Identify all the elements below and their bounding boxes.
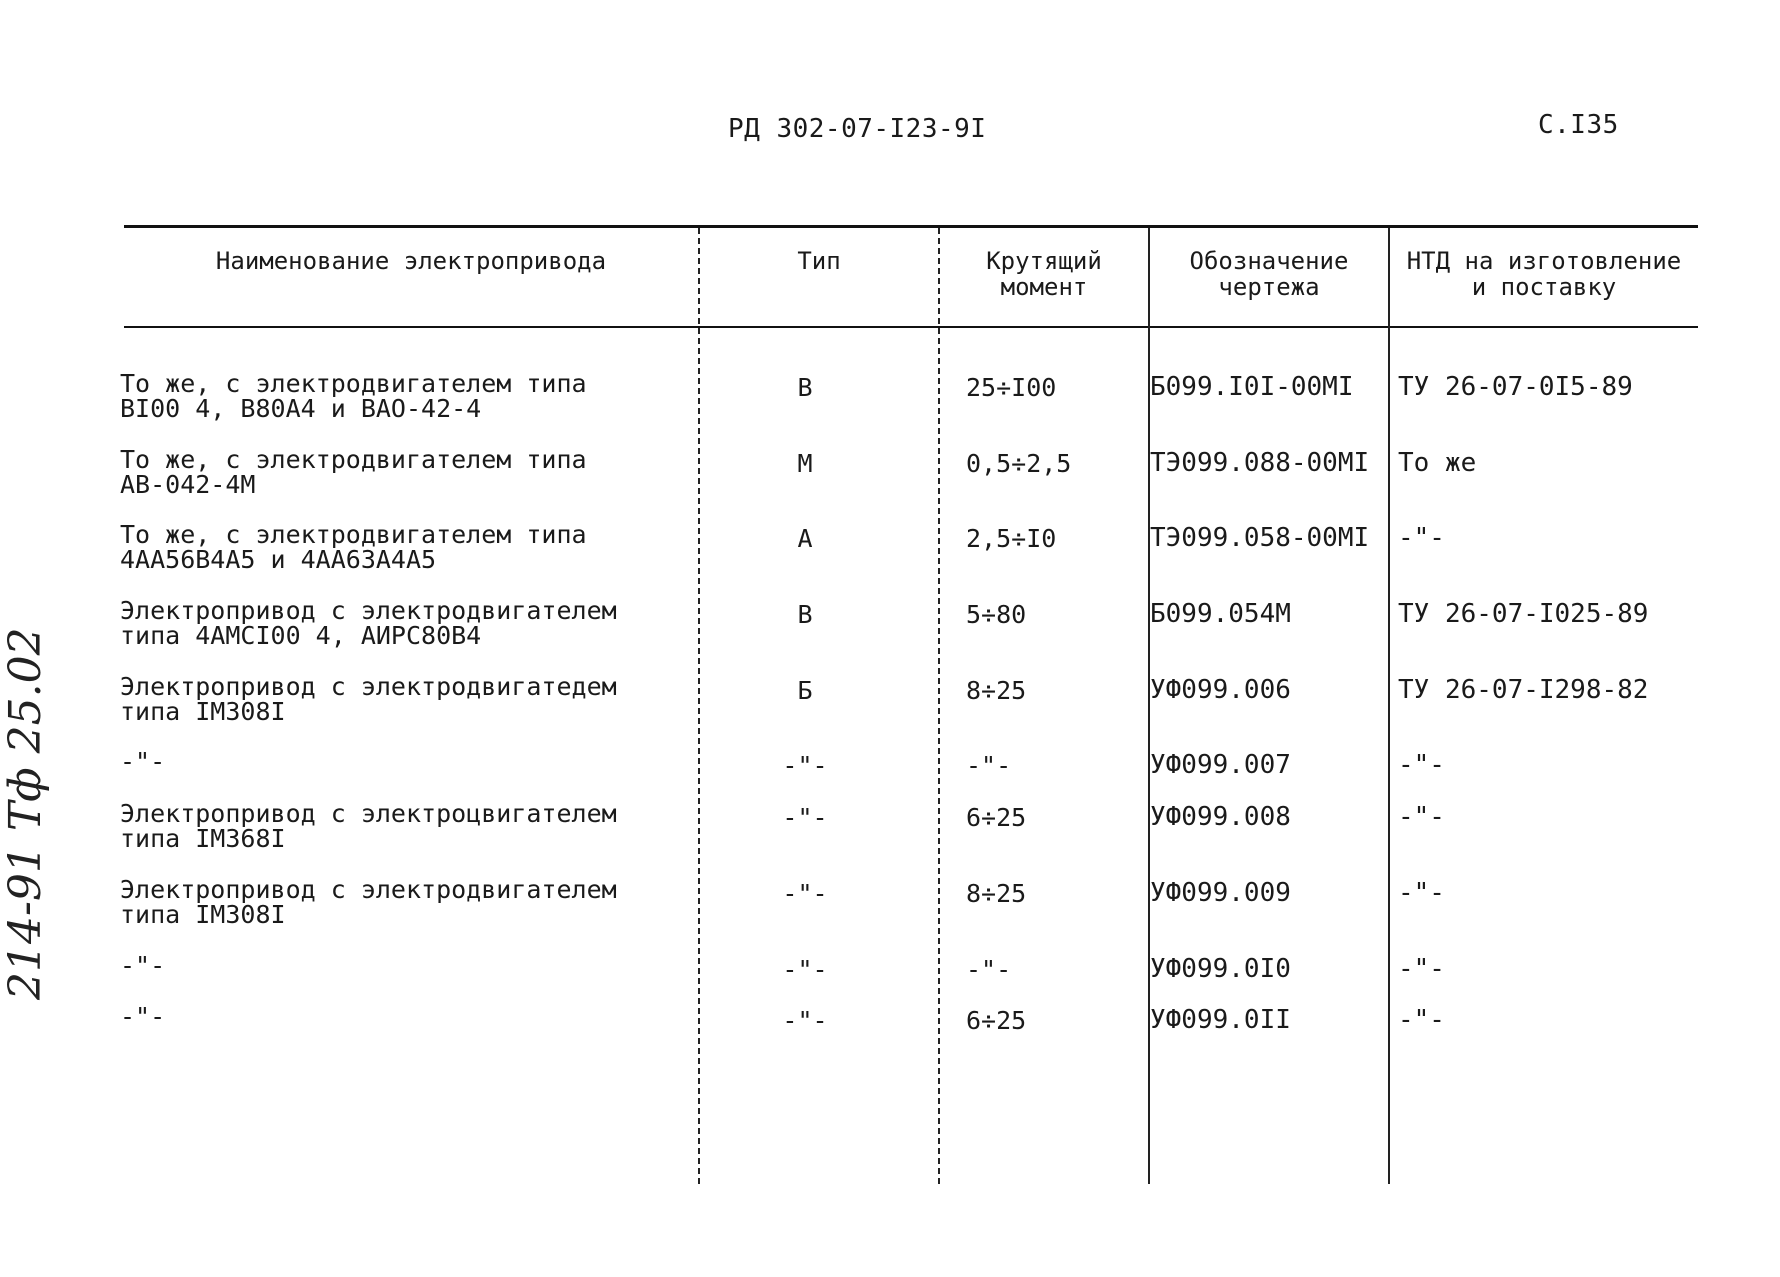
column-header-torque: Крутящий момент	[986, 247, 1102, 301]
column-divider	[938, 228, 940, 1184]
row-name: Электропривод с электродвигателем типа IМ308I	[120, 875, 617, 929]
row-name: -"-	[120, 747, 166, 776]
row-torque: 6÷25	[966, 803, 1027, 832]
row-type: -"-	[782, 803, 828, 832]
column-header-name: Наименование электропривода	[215, 247, 607, 275]
row-type: Б	[797, 676, 813, 705]
row-torque: 8÷25	[966, 879, 1027, 908]
row-name: Электропривод с электродвигателем типа 4АМСI00 4, АИРС80В4	[120, 596, 617, 650]
column-header-drawing: Обозначение чертежа	[1189, 247, 1349, 301]
row-torque: 0,5÷2,5	[966, 449, 1072, 478]
row-name: То же, с электродвигателем типа 4АА56В4А5 и 4АА63А4А5	[120, 520, 587, 574]
handwritten-margin-note: 214-91 Тф 25.02	[0, 627, 51, 1000]
row-drawing: УФ099.0I0	[1150, 954, 1291, 984]
row-name: То же, с электродвигателем типа АВ-042-4М	[120, 445, 587, 499]
row-torque: 2,5÷I0	[966, 524, 1057, 553]
row-ntd: ТУ 26-07-I298-82	[1398, 675, 1649, 705]
table-header-rule	[124, 326, 1698, 328]
page-number: С.I35	[1538, 110, 1619, 140]
row-drawing: УФ099.009	[1150, 878, 1291, 908]
table-top-rule	[124, 225, 1698, 228]
row-torque: 6÷25	[966, 1006, 1027, 1035]
row-type: -"-	[782, 1006, 828, 1035]
row-drawing: УФ099.007	[1150, 750, 1291, 780]
row-drawing: УФ099.008	[1150, 802, 1291, 832]
row-torque: -"-	[966, 751, 1012, 780]
row-name: -"-	[120, 951, 166, 980]
row-ntd: -"-	[1398, 1005, 1445, 1035]
document-code: РД 302-07-I23-9I	[728, 114, 987, 144]
row-ntd: -"-	[1398, 523, 1445, 553]
row-type: В	[797, 373, 813, 402]
row-ntd: -"-	[1398, 750, 1445, 780]
row-drawing: УФ099.006	[1150, 675, 1291, 705]
row-name: Электропривод с электроцвигателем типа IМ368I	[120, 799, 617, 853]
row-ntd: То же	[1398, 448, 1477, 478]
row-type: М	[797, 449, 813, 478]
column-header-ntd: НТД на изготовление и поставку	[1406, 247, 1682, 301]
row-drawing: УФ099.0II	[1150, 1005, 1291, 1035]
row-name: Электропривод с электродвигатедем типа IМ308I	[120, 672, 617, 726]
row-drawing: Б099.054М	[1150, 599, 1291, 629]
column-divider	[698, 228, 700, 1184]
row-torque: -"-	[966, 955, 1012, 984]
row-ntd: -"-	[1398, 878, 1445, 908]
row-drawing: ТЭ099.088-00МI	[1150, 448, 1370, 478]
column-header-type: Тип	[797, 247, 841, 275]
column-divider	[1388, 228, 1390, 1184]
row-name: -"-	[120, 1002, 166, 1031]
row-type: -"-	[782, 751, 828, 780]
row-ntd: -"-	[1398, 954, 1445, 984]
row-torque: 5÷80	[966, 600, 1027, 629]
row-name: То же, с электродвигателем типа ВI00 4, В80А4 и ВАО-42-4	[120, 369, 587, 423]
row-torque: 25÷I00	[966, 373, 1057, 402]
row-type: А	[797, 524, 813, 553]
row-type: В	[797, 600, 813, 629]
row-type: -"-	[782, 955, 828, 984]
row-drawing: ТЭ099.058-00МI	[1150, 523, 1370, 553]
row-torque: 8÷25	[966, 676, 1027, 705]
row-ntd: ТУ 26-07-I025-89	[1398, 599, 1649, 629]
row-drawing: Б099.I0I-00МI	[1150, 372, 1354, 402]
row-type: -"-	[782, 879, 828, 908]
row-ntd: ТУ 26-07-0I5-89	[1398, 372, 1633, 402]
row-ntd: -"-	[1398, 802, 1445, 832]
